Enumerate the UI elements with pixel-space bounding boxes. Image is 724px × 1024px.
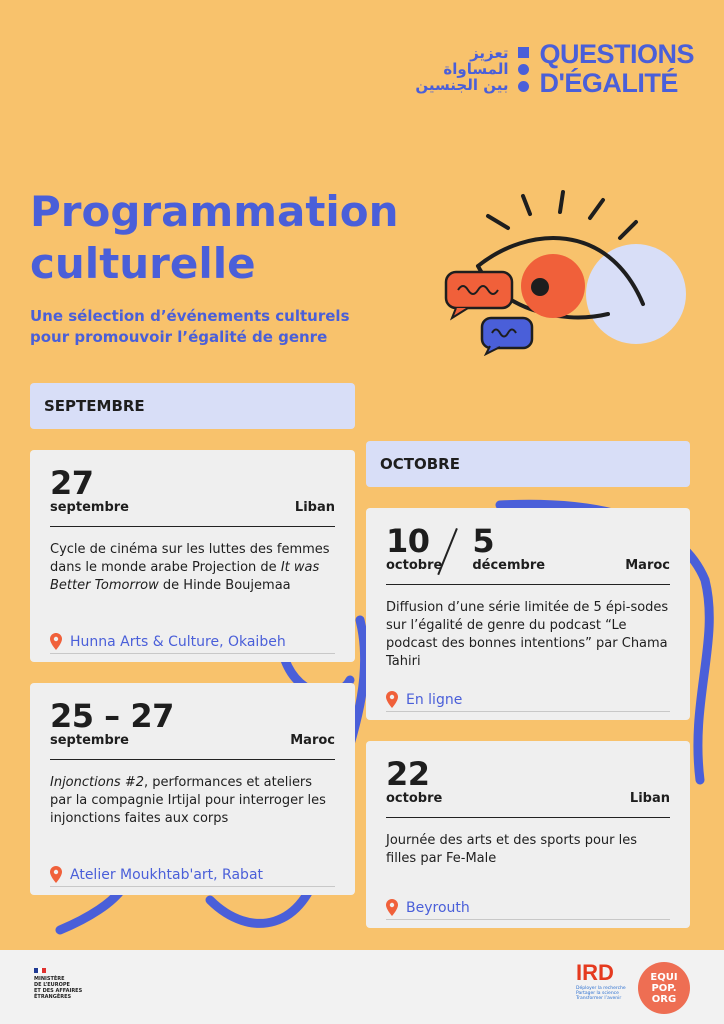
event-location	[386, 899, 470, 916]
eye-illustration	[438, 186, 698, 356]
page-title: Programmation culturelle	[30, 187, 399, 288]
page-subtitle: Une sélection d’événements culturels pour promouvoir l’égalité de genre	[30, 307, 350, 346]
month-header-october: OCTOBRE	[366, 441, 690, 487]
event-location-label: En ligne	[406, 691, 463, 708]
event-card-10-october-5-december	[366, 508, 690, 720]
event-country: Liban	[629, 791, 670, 806]
event-month: septembre	[50, 500, 129, 515]
location-pin-icon	[386, 899, 398, 916]
event-card-25-27-september	[30, 683, 355, 895]
divider	[50, 526, 335, 527]
ministry-logo: MINISTÈRE DE L’EUROPE ET DES AFFAIRES ÉTRANGÈRES	[34, 968, 94, 1000]
event-location-label: Hunna Arts & Culture, Okaibeh	[70, 633, 286, 650]
event-location	[386, 691, 462, 708]
ird-logo: IRD Déployer la recherche Partager la science Transformer l’avenir	[576, 960, 626, 1001]
event-description: Cycle de cinéma sur les luttes des femmes dans le monde arabe Projection de It was Better Tomorrow de Hinde Boujemaa	[50, 542, 330, 593]
event-month: septembre	[50, 733, 129, 748]
logo-dots	[518, 47, 529, 92]
event-day-end: 5	[472, 522, 495, 560]
location-pin-icon	[50, 633, 62, 650]
location-pin-icon	[50, 866, 62, 883]
equipop-logo: EQUI POP. ORG	[638, 962, 690, 1014]
event-description: Injonctions #2, performances et ateliers par la compagnie Irtijal pour interroger les injonctions faites aux corps	[50, 775, 326, 826]
event-country: Maroc	[625, 558, 670, 573]
event-day: 25 – 27	[50, 697, 174, 735]
event-month-end: décembre	[472, 558, 546, 573]
speech-bubble-icon	[482, 318, 532, 354]
event-description: Journée des arts et des sports pour les filles par Fe-Male	[386, 833, 637, 866]
divider	[386, 584, 670, 585]
logo-arabic-text: تعزيز المساواة بين الجنسين	[415, 44, 509, 94]
location-pin-icon	[386, 691, 398, 708]
event-location-label: Atelier Moukhtab'art, Rabat	[70, 866, 264, 883]
event-country: Liban	[294, 500, 335, 515]
logo-french-text: QUESTIONS D'ÉGALITÉ	[539, 39, 694, 98]
divider	[386, 817, 670, 818]
month-header-september: SEPTEMBRE	[30, 383, 355, 429]
event-card-22-october	[366, 741, 690, 928]
event-country: Maroc	[290, 733, 335, 748]
event-day-start: 10	[386, 522, 430, 560]
event-location-label: Beyrouth	[406, 899, 470, 916]
event-description: Diffusion d’une série limitée de 5 épi-sodes sur l’égalité de genre du podcast “Le podcast des bonnes intentions” par Chama Tahiri	[386, 600, 669, 669]
event-location	[50, 633, 286, 650]
divider	[50, 759, 335, 760]
event-day: 27	[50, 464, 94, 502]
questions-egalite-logo	[415, 40, 694, 98]
event-month-start: octobre	[386, 558, 443, 573]
event-month: octobre	[386, 791, 443, 806]
event-location	[50, 866, 263, 883]
date-range-slash	[444, 528, 470, 574]
event-card-27-september	[30, 450, 355, 662]
speech-bubble-icon	[446, 272, 512, 318]
french-flag-icon	[34, 968, 46, 973]
event-day: 22	[386, 755, 430, 793]
